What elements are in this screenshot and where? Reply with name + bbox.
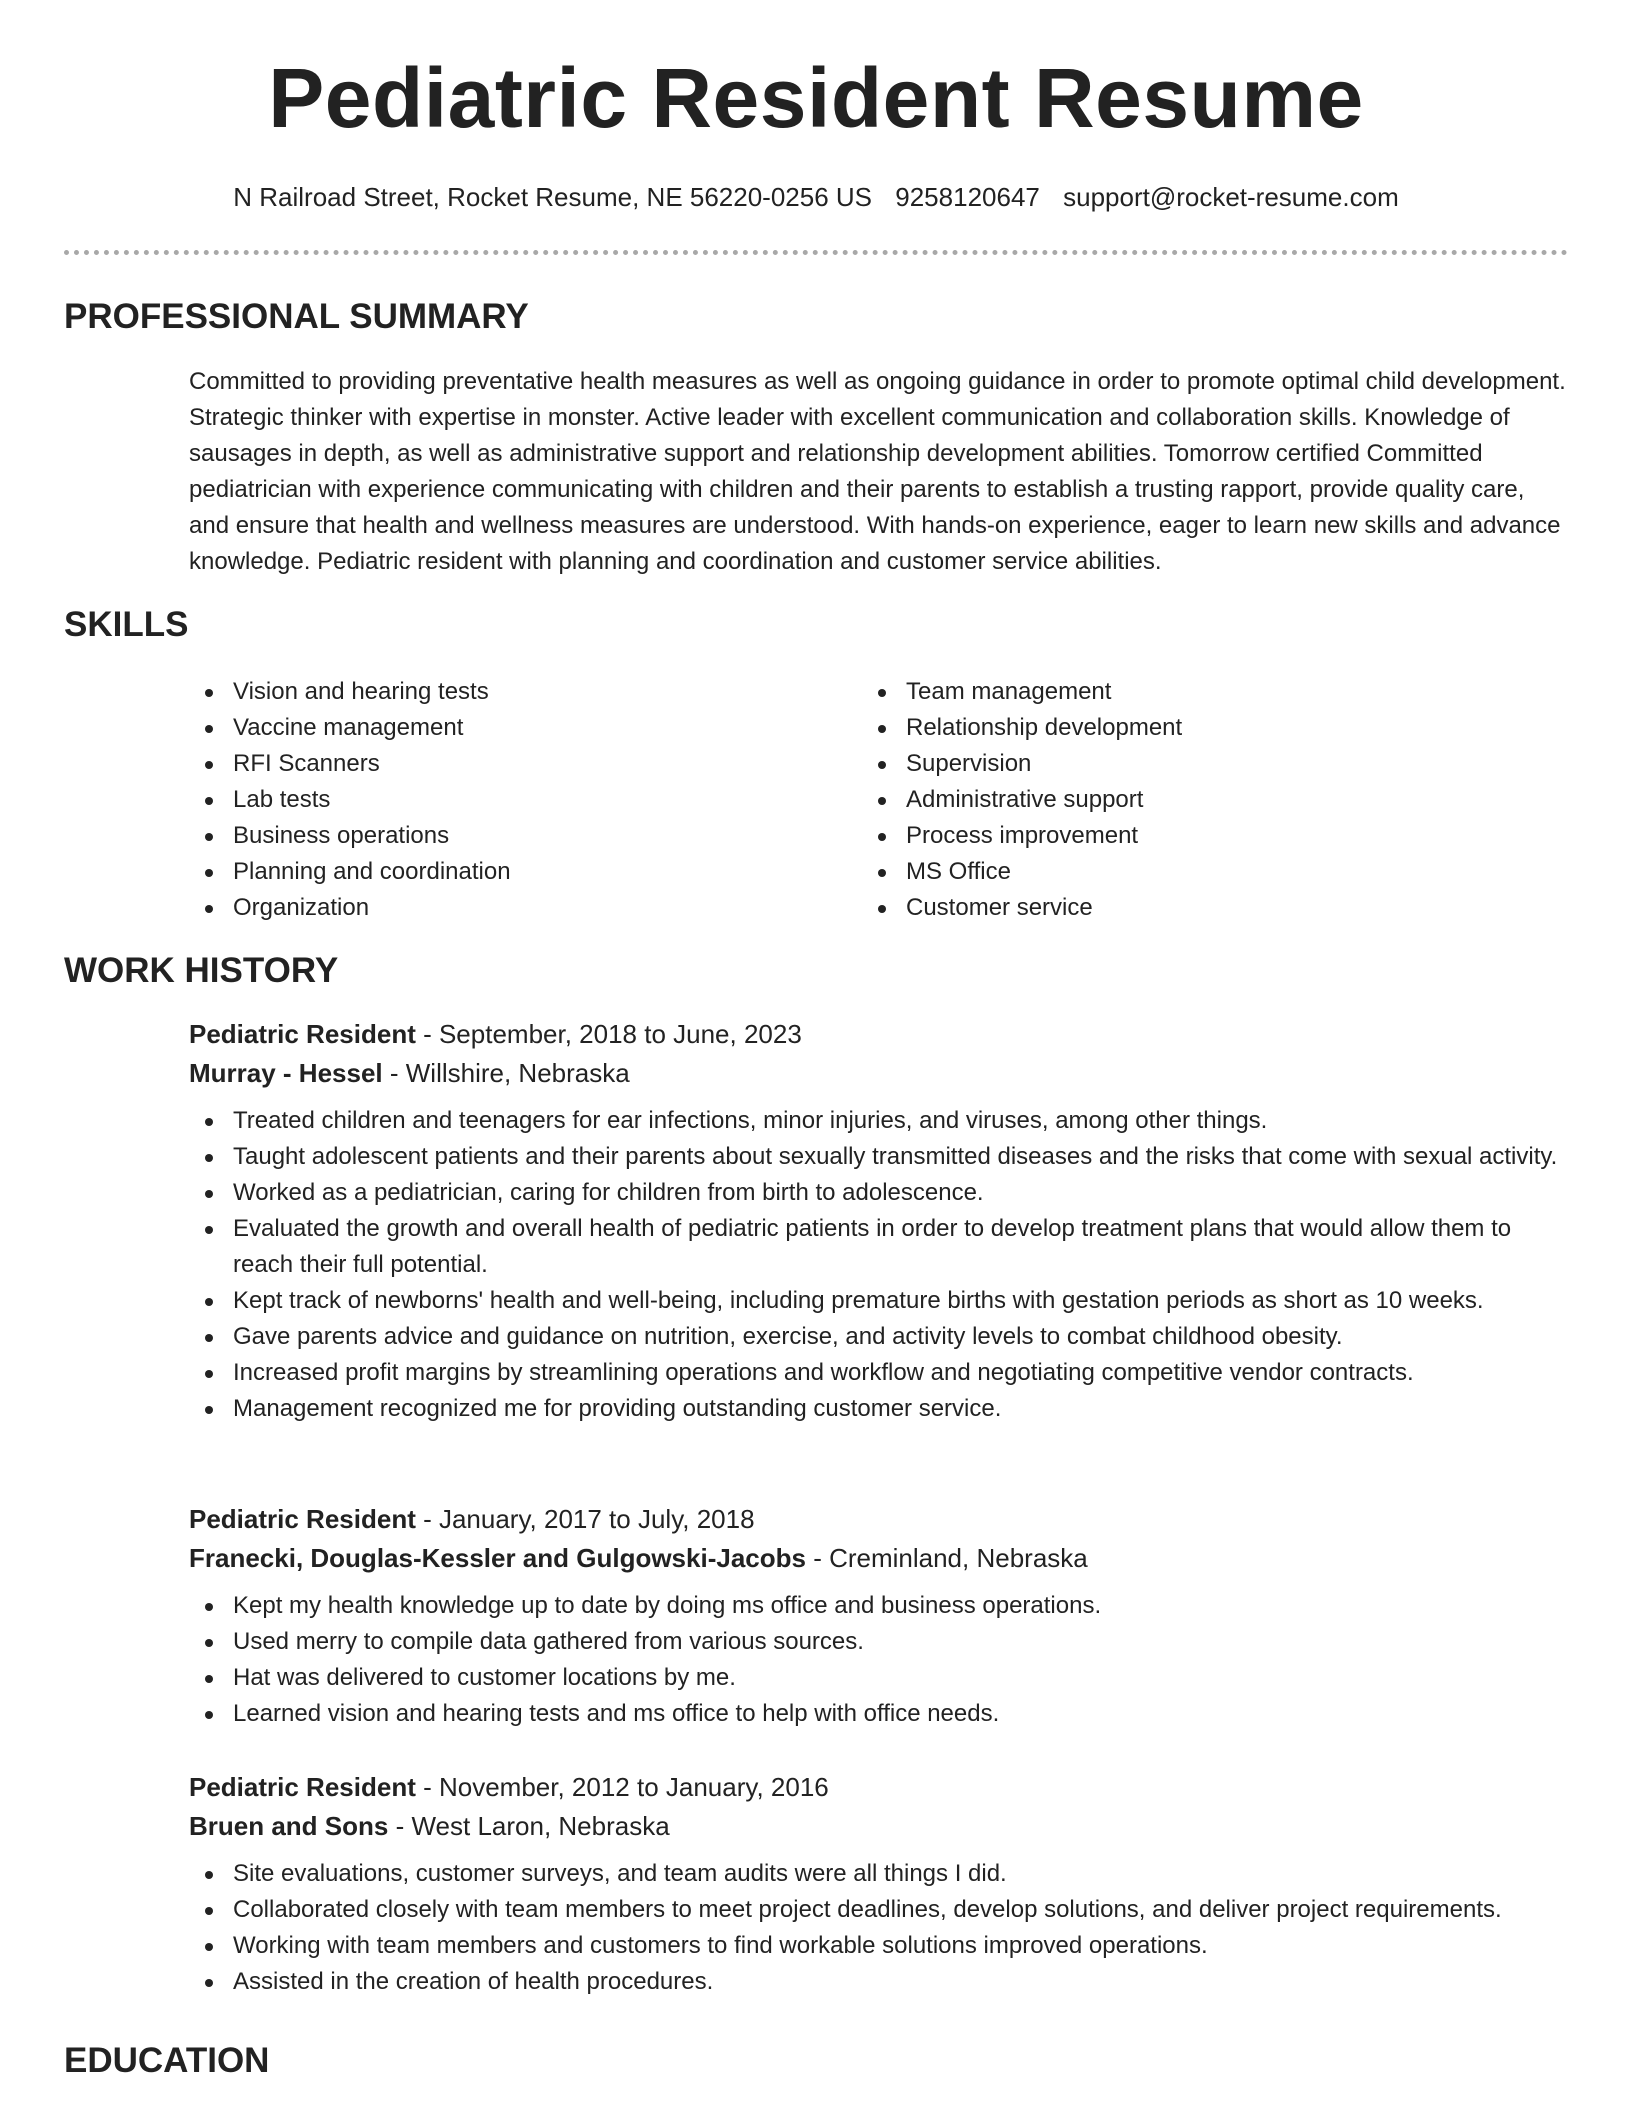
section-title-summary: PROFESSIONAL SUMMARY bbox=[64, 297, 529, 336]
job-company: Murray - Hessel bbox=[189, 1058, 383, 1088]
job-entry bbox=[189, 1500, 1569, 1732]
skill-item: Administrative support bbox=[862, 782, 1502, 818]
job-bullet: Management recognized me for providing outstanding customer service. bbox=[189, 1391, 1569, 1427]
job-bullet: Working with team members and customers to find workable solutions improved operations. bbox=[189, 1928, 1569, 1964]
job-company-line bbox=[189, 1054, 1569, 1093]
job-bullet: Site evaluations, customer surveys, and team audits were all things I did. bbox=[189, 1856, 1569, 1892]
job-bullet: Evaluated the growth and overall health of pediatric patients in order to develop treatment plans that would allow them to reach their full potential. bbox=[189, 1211, 1569, 1283]
skill-item: Vision and hearing tests bbox=[189, 674, 829, 710]
job-bullet: Collaborated closely with team members to meet project deadlines, develop solutions, and deliver project requirements. bbox=[189, 1892, 1569, 1928]
resume-title: Pediatric Resident Resume bbox=[268, 51, 1364, 145]
job-location: - Willshire, Nebraska bbox=[382, 1058, 630, 1088]
job-title: Pediatric Resident bbox=[189, 1019, 416, 1049]
skills-list-right bbox=[862, 674, 1502, 926]
job-entry bbox=[189, 1768, 1569, 2000]
job-bullets bbox=[189, 1103, 1569, 1427]
job-company: Bruen and Sons bbox=[189, 1811, 389, 1841]
job-title: Pediatric Resident bbox=[189, 1772, 416, 1802]
skill-item: Supervision bbox=[862, 746, 1502, 782]
job-bullet: Gave parents advice and guidance on nutrition, exercise, and activity levels to combat childhood obesity. bbox=[189, 1319, 1569, 1355]
summary-text: Committed to providing preventative health measures as well as ongoing guidance in order to promote optimal child development. Strategic thinker with expertise in monster. Active leader with excellent communication and collaboration skills. Knowledge of sausages in depth, as well as administrative support and relationship development abilities. Tomorrow certified Committed pediatrician with experience communicating with children and their parents to establish a trusting rapport, provide quality care, and ensure that health and wellness measures are understood. With hands-on experience, eager to learn new skills and advance knowledge. Pediatric resident with planning and coordination and customer service abilities. bbox=[189, 368, 1566, 575]
section-title-education: EDUCATION bbox=[64, 2041, 270, 2080]
skill-item: Relationship development bbox=[862, 710, 1502, 746]
job-company: Franecki, Douglas-Kessler and Gulgowski-Jacobs bbox=[189, 1543, 806, 1573]
job-bullet: Taught adolescent patients and their parents about sexually transmitted diseases and the risks that come with sexual activity. bbox=[189, 1139, 1569, 1175]
job-title: Pediatric Resident bbox=[189, 1504, 416, 1534]
skill-item: Organization bbox=[189, 890, 829, 926]
job-title-line bbox=[189, 1768, 1569, 1807]
skill-item: Vaccine management bbox=[189, 710, 829, 746]
job-bullets bbox=[189, 1856, 1569, 2000]
job-bullet: Kept my health knowledge up to date by doing ms office and business operations. bbox=[189, 1588, 1569, 1624]
job-dates: - September, 2018 to June, 2023 bbox=[415, 1019, 802, 1049]
job-dates: - November, 2012 to January, 2016 bbox=[415, 1772, 829, 1802]
job-entry bbox=[189, 1015, 1569, 1427]
section-title-work: WORK HISTORY bbox=[64, 951, 339, 990]
skill-item: Team management bbox=[862, 674, 1502, 710]
skill-item: RFI Scanners bbox=[189, 746, 829, 782]
job-bullet: Kept track of newborns' health and well-being, including premature births with gestation periods as short as 10 weeks. bbox=[189, 1283, 1569, 1319]
job-company-line bbox=[189, 1807, 1569, 1846]
job-dates: - January, 2017 to July, 2018 bbox=[415, 1504, 755, 1534]
job-title-line bbox=[189, 1500, 1569, 1539]
job-title-line bbox=[189, 1015, 1569, 1054]
job-location: - Creminland, Nebraska bbox=[805, 1543, 1088, 1573]
contact-address: N Railroad Street, Rocket Resume, NE 56220-0256 US bbox=[233, 182, 873, 212]
contact-email: support@rocket-resume.com bbox=[1063, 182, 1399, 212]
skill-item: MS Office bbox=[862, 854, 1502, 890]
job-bullet: Hat was delivered to customer locations by me. bbox=[189, 1660, 1569, 1696]
skill-item: Planning and coordination bbox=[189, 854, 829, 890]
skill-item: Customer service bbox=[862, 890, 1502, 926]
skill-item: Process improvement bbox=[862, 818, 1502, 854]
skills-column-left bbox=[189, 674, 829, 926]
contact-phone: 9258120647 bbox=[895, 182, 1040, 212]
job-bullet: Treated children and teenagers for ear infections, minor injuries, and viruses, among other things. bbox=[189, 1103, 1569, 1139]
job-location: - West Laron, Nebraska bbox=[388, 1811, 670, 1841]
job-bullet: Increased profit margins by streamlining operations and workflow and negotiating competitive vendor contracts. bbox=[189, 1355, 1569, 1391]
job-company-line bbox=[189, 1539, 1569, 1578]
contact-line bbox=[0, 182, 1632, 213]
job-bullet: Worked as a pediatrician, caring for children from birth to adolescence. bbox=[189, 1175, 1569, 1211]
skill-item: Lab tests bbox=[189, 782, 829, 818]
header-divider bbox=[64, 250, 1568, 255]
skill-item: Business operations bbox=[189, 818, 829, 854]
job-bullet: Learned vision and hearing tests and ms office to help with office needs. bbox=[189, 1696, 1569, 1732]
skills-column-right bbox=[862, 674, 1502, 926]
job-bullet: Used merry to compile data gathered from various sources. bbox=[189, 1624, 1569, 1660]
job-bullets bbox=[189, 1588, 1569, 1732]
job-bullet: Assisted in the creation of health procedures. bbox=[189, 1964, 1569, 2000]
section-title-skills: SKILLS bbox=[64, 605, 189, 644]
skills-list-left bbox=[189, 674, 829, 926]
